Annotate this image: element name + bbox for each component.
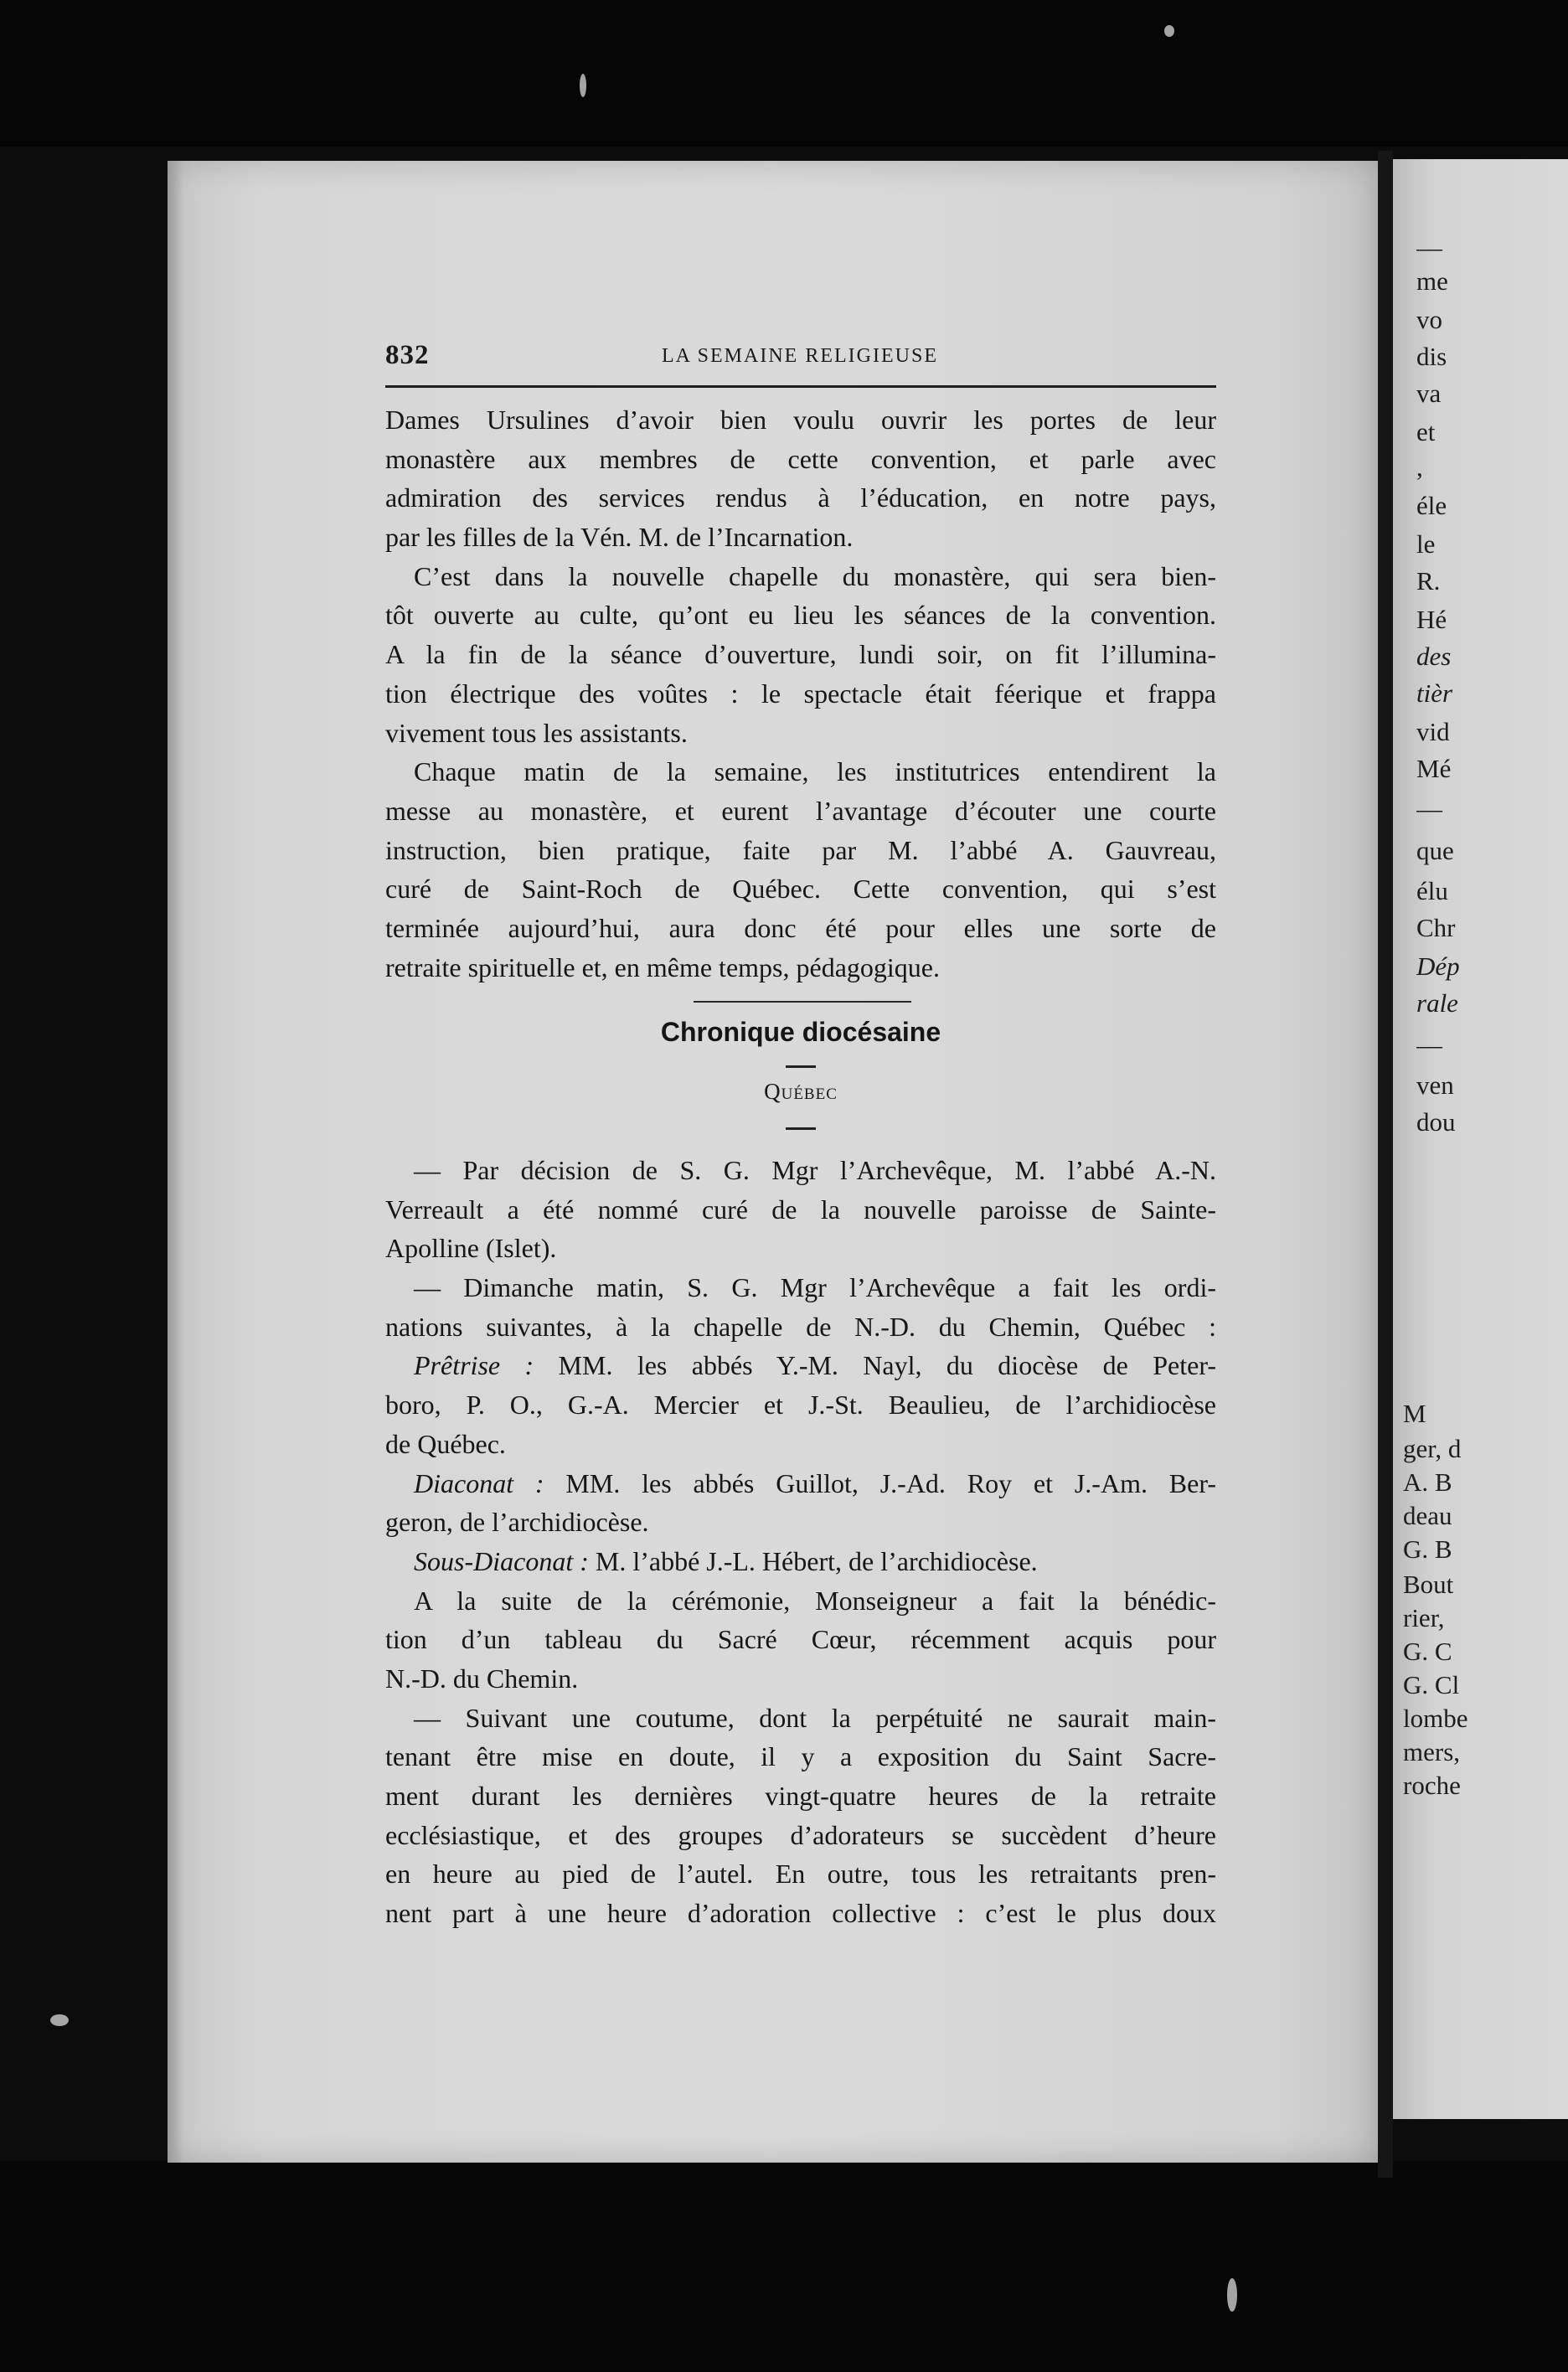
film-frame-bottom [0,2161,1568,2372]
header-rule [385,385,1216,388]
ordination-diaconat [385,1464,1216,1503]
section-rule [694,1001,911,1003]
text-line: par les filles de la Vén. M. de l’Incarnation. [385,522,854,553]
facing-page-fragment: Chr [1416,913,1456,942]
text-line: Prêtrise : MM. les abbés Y.-M. Nayl, du diocèse de Peter- [414,1350,1216,1381]
text-line: Apolline (Islet). [385,1233,557,1264]
facing-page-fragment: Mé [1416,754,1452,783]
title-dash [786,1065,816,1068]
film-frame-top [0,0,1568,147]
facing-page-fragment: — [1416,794,1442,823]
text-line: geron, de l’archidiocèse. [385,1507,649,1538]
facing-page-fragment: rale [1416,988,1458,1018]
page-gutter [1378,151,1393,2178]
text-line: Diaconat : MM. les abbés Guillot, J.-Ad. Roy et J.-Am. Ber- [414,1467,1216,1498]
ordination-sous-diaconat [385,1542,1216,1581]
text-line: retraite spirituelle et, en même temps, pédagogique. [385,951,940,982]
text-line: Sous-Diaconat : M. l’abbé J.-L. Hébert, de l’archidiocèse. [414,1545,1038,1576]
article-text-bottom [385,1151,1216,1933]
text-line: tenant être mise en doute, il y a exposition du Saint Sacre- [385,1741,1216,1772]
running-title: LA SEMAINE RELIGIEUSE [662,345,938,367]
facing-page-fragment: — [1416,1030,1442,1060]
text-line: monastère aux membres de cette convention, et parle avec [385,443,1216,474]
facing-page-fragment: lombe [1403,1704,1468,1733]
article-text-top [385,400,1216,987]
facing-page-fragment: Hé [1416,605,1447,634]
text-line: Chaque matin de la semaine, les institutrices entendirent la [414,756,1216,787]
facing-page-fragment: ger, d [1403,1434,1462,1463]
facing-page [1393,159,1568,2119]
text-line: vivement tous les assistants. [385,717,688,748]
text-line: Verreault a été nommé curé de la nouvelle paroisse de Sainte- [385,1194,1216,1225]
text-line: tion électrique des voûtes : le spectacle était féerique et frappa [385,678,1216,709]
facing-page-fragment: dou [1416,1107,1456,1137]
facing-page-text [1393,159,1568,2119]
text-line: boro, P. O., G.-A. Mercier et J.-St. Beaulieu, de l’archidiocèse [385,1390,1216,1421]
facing-page-fragment: M [1403,1399,1426,1428]
text-line: de Québec. [385,1428,506,1459]
text-line: tion d’un tableau du Sacré Cœur, récemment acquis pour [385,1624,1216,1655]
text-line: — Par décision de S. G. Mgr l’Archevêque, M. l’abbé A.-N. [414,1155,1216,1185]
text-line: C’est dans la nouvelle chapelle du monastère, qui sera bien- [414,560,1216,591]
dust-speck [1164,25,1174,37]
facing-page-fragment: me [1416,266,1448,296]
facing-page-fragment: le [1416,529,1436,559]
facing-page-fragment: deau [1403,1501,1452,1530]
facing-page-fragment: ven [1416,1070,1454,1100]
text-line: N.-D. du Chemin. [385,1663,579,1694]
dust-speck [1227,2278,1237,2312]
facing-page-fragment: , [1416,452,1423,482]
facing-page-fragment: des [1416,642,1452,671]
text-line: Dames Ursulines d’avoir bien voulu ouvrir les portes de leur [385,405,1216,435]
facing-page-fragment: G. Cl [1403,1670,1460,1699]
text-line: nations suivantes, à la chapelle de N.-D. du Chemin, Québec : [385,1311,1216,1342]
dust-speck [580,74,586,97]
text-line: nent part à une heure d’adoration collective : c’est le plus doux [385,1898,1216,1929]
facing-page-fragment: tièr [1416,678,1453,708]
facing-page-fragment: G. C [1403,1637,1452,1666]
facing-page-fragment: G. B [1403,1534,1452,1564]
text-line: tôt ouverte au culte, qu’ont eu lieu les séances de la convention. [385,600,1216,631]
facing-page-fragment: vid [1416,717,1450,746]
text-line: A la suite de la cérémonie, Monseigneur a fait la bénédic- [414,1585,1216,1616]
facing-page-fragment: — [1416,233,1442,262]
facing-page-fragment: éle [1416,491,1447,520]
facing-page-fragment: rier, [1403,1603,1445,1632]
facing-page-fragment: va [1416,379,1442,408]
text-line: ment durant les dernières vingt-quatre heures de la retraite [385,1781,1216,1811]
text-line: instruction, bien pratique, faite par M. l’abbé A. Gauvreau, [385,834,1216,865]
text-line: ecclésiastique, et des groupes d’adorateurs se succèdent d’heure [385,1819,1216,1850]
text-line: A la fin de la séance d’ouverture, lundi soir, on fit l’illumina- [385,639,1216,670]
text-line: messe au monastère, et eurent l’avantage d’écouter une courte [385,795,1216,826]
text-line: terminée aujourd’hui, aura donc été pour elles une sorte de [385,912,1216,943]
facing-page-fragment: R. [1416,566,1441,596]
facing-page-fragment: élu [1416,876,1448,905]
subsection-title: Québec [764,1079,838,1104]
text-line: — Dimanche matin, S. G. Mgr l’Archevêque a fait les ordi- [414,1272,1216,1303]
facing-page-fragment: Bout [1403,1570,1454,1599]
facing-page-fragment: vo [1416,305,1442,334]
text-line: admiration des services rendus à l’éducation, en notre pays, [385,482,1216,513]
page-number: 832 [385,340,430,370]
facing-page-fragment: A. B [1403,1467,1452,1497]
text-line: — Suivant une coutume, dont la perpétuité ne saurait main- [414,1702,1216,1733]
facing-page-fragment: que [1416,836,1454,865]
facing-page-fragment: dis [1416,342,1447,371]
page-header [385,340,1216,377]
facing-page-fragment: et [1416,417,1436,446]
text-line: en heure au pied de l’autel. En outre, tous les retraitants pren- [385,1859,1216,1890]
dust-speck [50,2014,69,2026]
text-line: curé de Saint-Roch de Québec. Cette convention, qui s’est [385,874,1216,905]
facing-page-fragment: mers, [1403,1737,1461,1766]
facing-page-fragment: Dép [1416,951,1460,981]
title-dash [786,1127,816,1130]
ordination-pretrise [385,1346,1216,1385]
facing-page-fragment: roche [1403,1771,1461,1800]
section-title: Chronique diocésaine [660,1017,941,1047]
